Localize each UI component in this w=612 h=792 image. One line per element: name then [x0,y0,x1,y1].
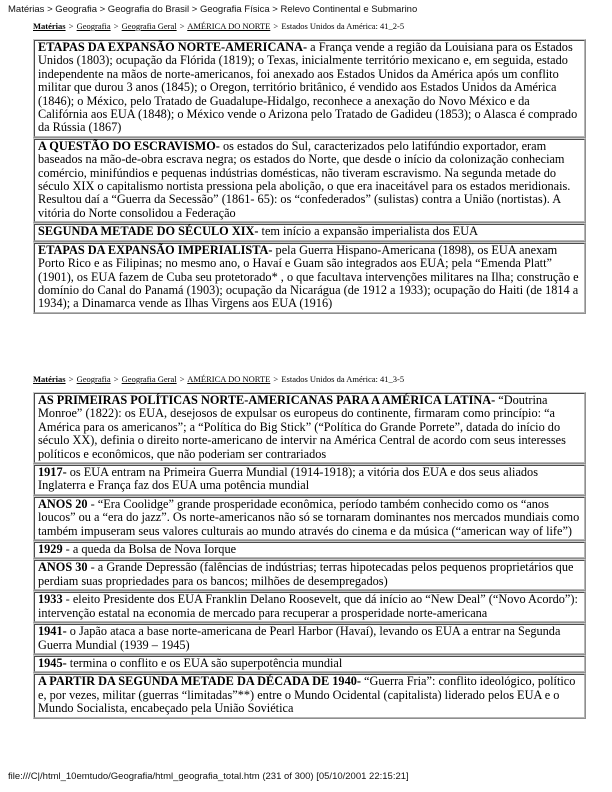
table-row [33,464,586,496]
topic-title: A QUESTÃO DO ESCRAVISMO- [38,138,220,153]
table-row [33,223,586,241]
print-footer-url: file:///C|/html_10emtudo/Geografia/html_geografia_total.htm (231 of 300) [05/10/2001 22:15:21] [8,771,409,782]
topic-body: o Japão ataca a base norte-americana de Pearl Harbor (Havaí), levando os EUA a entrar na Segunda Guerra Mundial (1939 – 1945) [38,624,561,652]
topic-title: ETAPAS DA EXPANSÃO IMPERIALISTA- [38,242,273,257]
breadcrumb-separator: > [273,374,279,384]
table-row [33,655,586,673]
topic-cell [34,624,585,654]
topic-cell [34,393,585,463]
breadcrumb-separator: > [68,374,74,384]
section-41-3-5 [33,374,586,719]
topic-title: 1917- [38,465,67,480]
breadcrumb [33,374,586,384]
topic-body: os EUA entram na Primeira Guerra Mundial (1914-1918); a vitória dos EUA e dos seus aliados Inglaterra e França faz dos EUA uma potência mundial [38,465,538,493]
topic-title: ETAPAS DA EXPANSÃO NORTE-AMERICANA- [38,40,308,54]
topic-cell [34,674,585,717]
topic-body: “Doutrina Monroe” (1822): os EUA, desejosos de expulsar os europeus do continente, firmaram como princípio: “a América para os americanos”; a “Política do Big Stick” (“Política do Grande Porrete”, datada do início do século XX), definia o direito norte-americano de intervir na América Central de acordo com seus interesses políticos e econômicos, que não poderiam ser contrariados [38,393,566,461]
breadcrumb-separator: > [273,21,279,31]
topic-title: A PARTIR DA SEGUNDA METADE DA DÉCADA DE 1940- [38,674,361,689]
print-header-title: Matérias > Geografia > Geografia do Brasil > Geografia Física > Relevo Continental e Submarino [8,4,418,15]
breadcrumb-current: Estados Unidos da América: 41_3-5 [281,374,405,384]
topic-title: ANOS 30 [38,560,88,575]
topic-cell [34,497,585,540]
table-row [33,623,586,655]
table-row [33,242,586,314]
topic-cell [34,656,585,672]
table-row [33,39,586,138]
breadcrumb-link-materias[interactable]: Matérias [33,21,66,31]
topic-body: os estados do Sul, caracterizados pelo latifúndio exportador, eram baseados na mão-de-obra escrava negra; os estados do Norte, que desde o início da colonização conheciam comércio, minifúndios e pequenas indústrias domésticas, não tiveram escravismo. Na segunda metade do século XIX o capitalismo nortista pressiona pela abolição, o que era inaceitável para os estados meridionais. Resultou daí a “Guerra da Secessão” (1861- 65): os “confederados” (sulistas) contra a União (nortistas). A vitória do Norte consolidou a Federação [38,138,571,220]
topic-cell [34,542,585,558]
topic-title: 1941- [38,624,67,639]
breadcrumb-link-materias[interactable]: Matérias [33,374,66,384]
breadcrumb-separator: > [179,374,185,384]
table-row [33,138,586,223]
breadcrumb-link-geografia-geral[interactable]: Geografia Geral [121,374,177,384]
breadcrumb-separator: > [113,374,119,384]
breadcrumb-link-geografia[interactable]: Geografia [76,374,111,384]
breadcrumb-link-america-do-norte[interactable]: AMÉRICA DO NORTE [187,21,271,31]
topic-body: - eleito Presidente dos EUA Franklin Delano Roosevelt, que dá início ao “New Deal” (“Novo Acordo”): intervenção estatal na economia de mercado para recuperar a prosperidade norte-americana [38,592,578,620]
topic-title: 1945- [38,655,67,670]
topic-cell [34,592,585,622]
breadcrumb-link-geografia-geral[interactable]: Geografia Geral [121,21,177,31]
topic-cell [34,139,585,222]
topic-cell [34,465,585,495]
breadcrumb-link-geografia[interactable]: Geografia [76,21,111,31]
breadcrumb-current: Estados Unidos da América: 41_2-5 [281,21,405,31]
topic-title: 1933 [38,592,63,607]
topic-cell [34,224,585,240]
topic-title: ANOS 20 [38,496,88,511]
table-row [33,591,586,623]
topic-cell [34,40,585,137]
topic-body: pela Guerra Hispano-Americana (1898), os EUA anexam Porto Rico e as Filipinas; no mesmo ano, o Havaí e Guam são integrados aos EUA; pela “Emenda Platt” (1901), os EUA fazem de Cuba seu protetorado* , o que facultava intervenções militares na Ilha; construção e domínio do Canal do Panamá (1903); ocupação da Nicarágua (de 1912 a 1933); ocupação do Haiti (de 1814 a 1934); a Dinamarca vende as Ilhas Virgens aos EUA (1916) [38,242,579,311]
topic-cell [34,243,585,313]
topic-body: “Guerra Fria”: conflito ideológico, político e, por vezes, militar (guerras “limitadas”**) entre o Mundo Ocidental (capitalista) liderado pelos EUA e o Mundo Socialista, encabeçado pela União Soviética [38,674,576,716]
topic-body: - a queda da Bolsa de Nova Iorque [62,542,237,557]
breadcrumb-separator: > [68,21,74,31]
topic-body: tem início a expansão imperialista dos EUA [258,224,479,239]
table-row [33,392,586,464]
table-row [33,673,586,718]
topic-body: - a Grande Depressão (falências de indústrias; terras hipotecadas pelos pequenos proprietários que perdiam suas propriedades para os bancos; milhões de desempregados) [38,560,574,588]
table-row [33,559,586,591]
section-41-2-5 [33,21,586,314]
table-row [33,496,586,541]
topic-title: 1929 [38,542,63,557]
breadcrumb [33,21,586,31]
topic-body: - “Era Coolidge” grande prosperidade econômica, período também conhecido como os “anos loucos” ou a “era do jazz”. Os norte-americanos não só se tornaram dominantes nos mercados mundiais como também impuseram seus valores culturais ao mundo através do cinema e da música (“american way of life”) [38,496,580,538]
breadcrumb-link-america-do-norte[interactable]: AMÉRICA DO NORTE [187,374,271,384]
topic-body: a França vende a região da Louisiana para os Estados Unidos (1803); ocupação da Flórida (1819); o Texas, inicialmente território mexicano e, em seguida, estado independente na mãos de norte-americanos, foi anexado aos Estados Unidos da América após um conflito militar que durou 3 anos (1845); o Oregon, território britânico, é vendido aos Estados Unidos da América (1846); o México, pelo Tratado de Guadalupe-Hidalgo, reconhece a anexação do Novo México e da Califórnia aos EUA (1848); o México vende o Arizona pelo Tratado de Gadideu (1853); o Alasca é comprado da Rússia (1867) [38,40,578,135]
breadcrumb-separator: > [113,21,119,31]
topic-title: AS PRIMEIRAS POLÍTICAS NORTE-AMERICANAS PARA A AMÉRICA LATINA- [38,393,496,407]
topic-body: termina o conflito e os EUA são superpotência mundial [66,655,343,670]
table-row [33,541,586,559]
breadcrumb-separator: > [179,21,185,31]
topic-title: SEGUNDA METADE DO SÉCULO XIX- [38,224,259,239]
topic-cell [34,560,585,590]
